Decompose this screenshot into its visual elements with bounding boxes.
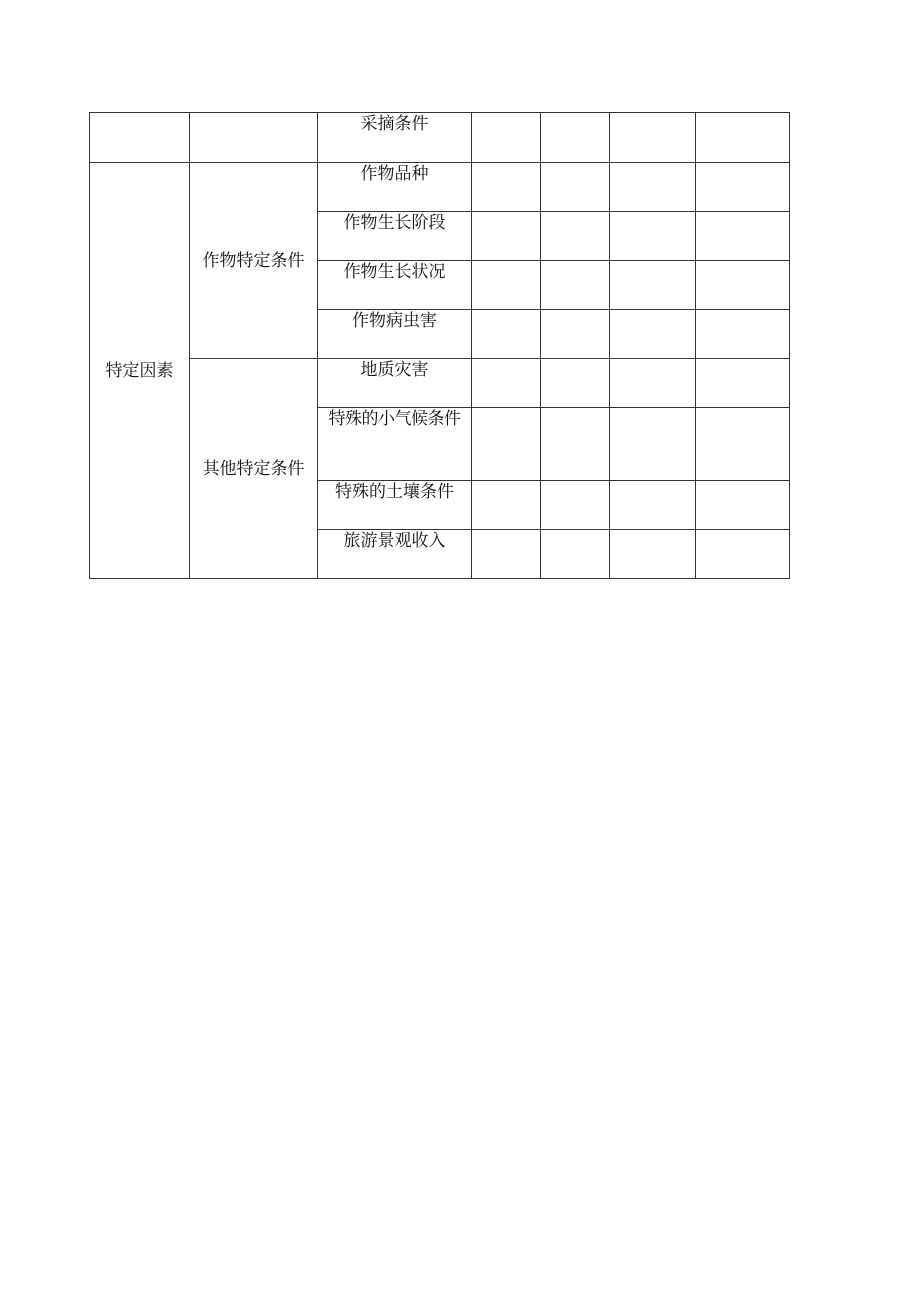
item-label: 特殊的小气候条件 xyxy=(318,408,472,481)
value-cell xyxy=(696,212,790,261)
value-cell xyxy=(541,408,610,481)
value-cell xyxy=(696,163,790,212)
table-cell xyxy=(190,113,318,163)
value-cell xyxy=(610,481,696,530)
value-cell xyxy=(610,113,696,163)
table-row xyxy=(90,163,790,212)
value-cell xyxy=(541,163,610,212)
value-cell xyxy=(472,113,541,163)
specific-factors-table xyxy=(89,112,790,579)
value-cell xyxy=(472,212,541,261)
value-cell xyxy=(472,481,541,530)
value-cell xyxy=(610,408,696,481)
value-cell xyxy=(541,359,610,408)
value-cell xyxy=(472,310,541,359)
value-cell xyxy=(696,359,790,408)
item-label: 作物品种 xyxy=(318,163,472,212)
table-row xyxy=(90,113,790,163)
value-cell xyxy=(610,530,696,579)
subgroup-label: 作物特定条件 xyxy=(190,163,318,359)
value-cell xyxy=(472,163,541,212)
table-row xyxy=(90,359,790,408)
value-cell xyxy=(472,530,541,579)
value-cell xyxy=(696,481,790,530)
item-label: 采摘条件 xyxy=(318,113,472,163)
value-cell xyxy=(541,113,610,163)
value-cell xyxy=(696,310,790,359)
value-cell xyxy=(610,261,696,310)
value-cell xyxy=(610,359,696,408)
subgroup-label: 其他特定条件 xyxy=(190,359,318,579)
table-cell xyxy=(90,113,190,163)
value-cell xyxy=(541,212,610,261)
value-cell xyxy=(610,163,696,212)
item-label: 地质灾害 xyxy=(318,359,472,408)
value-cell xyxy=(472,261,541,310)
value-cell xyxy=(696,113,790,163)
value-cell xyxy=(696,530,790,579)
group-label: 特定因素 xyxy=(90,163,190,579)
value-cell xyxy=(541,310,610,359)
item-label: 旅游景观收入 xyxy=(318,530,472,579)
value-cell xyxy=(696,408,790,481)
value-cell xyxy=(472,359,541,408)
value-cell xyxy=(610,212,696,261)
item-label: 特殊的土壤条件 xyxy=(318,481,472,530)
value-cell xyxy=(696,261,790,310)
item-label: 作物生长状况 xyxy=(318,261,472,310)
value-cell xyxy=(610,310,696,359)
value-cell xyxy=(541,481,610,530)
item-label: 作物病虫害 xyxy=(318,310,472,359)
item-label: 作物生长阶段 xyxy=(318,212,472,261)
value-cell xyxy=(472,408,541,481)
value-cell xyxy=(541,530,610,579)
value-cell xyxy=(541,261,610,310)
